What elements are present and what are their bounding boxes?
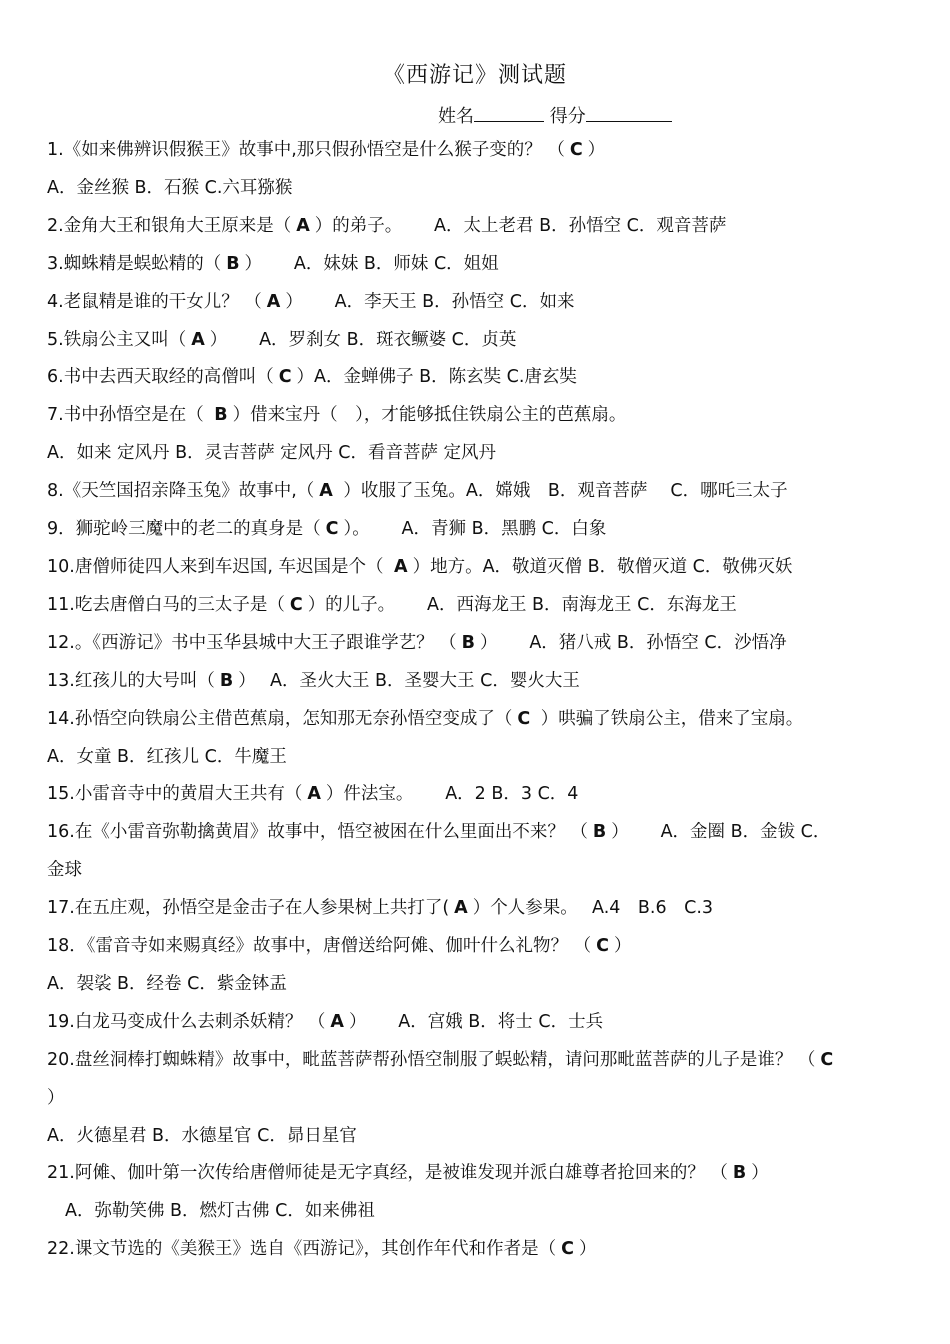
question-line-q1 <box>47 132 917 170</box>
question-text: 21.阿傩、伽叶第一次传给唐僧师徒是无字真经，是被谁发现并派白雄尊者抢回来的？ （ <box>47 1163 728 1184</box>
question-line-q16 <box>47 814 917 852</box>
name-label: 姓名 <box>438 106 474 127</box>
question-line-q19 <box>47 1004 917 1042</box>
question-line-q14-options <box>47 739 917 777</box>
question-text-tail: ） <box>587 140 606 160</box>
question-text-tail: ） A．罗刹女 B．斑衣鳜婆 C．贞英 <box>209 329 517 350</box>
question-line-q3 <box>47 246 917 284</box>
answer-letter: A <box>319 481 333 502</box>
question-line-q8 <box>47 473 917 511</box>
question-text: 10.唐僧师徒四人来到车迟国, 车迟国是个（ <box>47 556 390 577</box>
answer-letter: C <box>517 708 531 729</box>
answer-letter: A <box>296 215 310 236</box>
question-text-tail: ）的儿子。 A．西海龙王 B．南海龙王 C．东海龙王 <box>307 594 737 615</box>
answer-letter: C <box>289 594 303 615</box>
answer-letter: A <box>191 329 205 350</box>
page-title: 《西游记》测试题 <box>382 63 567 88</box>
question-line-q21 <box>47 1155 917 1193</box>
question-text: 1.《如来佛辨识假猴王》故事中,那只假孙悟空是什么猴子变的？ （ <box>47 140 565 160</box>
question-line-q18 <box>47 928 917 966</box>
question-text-tail: ）借来宝丹（ ），才能够抵住铁扇公主的芭蕉扇。 <box>232 405 627 426</box>
question-line-q1-options <box>47 170 917 208</box>
question-list <box>47 132 917 1269</box>
question-line-q2 <box>47 208 917 246</box>
question-text: 18．《雷音寺如来赐真经》故事中，唐僧送给阿傩、伽叶什么礼物？ （ <box>47 936 592 957</box>
question-text: 2.金角大王和银角大王原来是（ <box>47 215 292 236</box>
line-text: A．袈裟 B．经卷 C．紫金钵盂 <box>47 973 287 994</box>
question-text: 22.课文节选的《美猴王》选自《西游记》，其创作年代和作者是（ <box>47 1239 557 1260</box>
question-text-tail: ）哄骗了铁扇公主，借来了宝扇。 <box>535 708 804 729</box>
score-blank-field[interactable] <box>586 103 672 122</box>
question-text-tail: ） A．宫娥 B．将士 C．士兵 <box>348 1011 604 1032</box>
question-text-tail: ） A．金圈 B．金钹 C． <box>611 822 831 843</box>
question-text: 7.书中孙悟空是在（ <box>47 405 210 426</box>
question-line-q20 <box>47 1042 917 1080</box>
question-text-tail: ）件法宝。 A．2 B．3 C．4 <box>325 784 579 805</box>
question-line-q11 <box>47 587 917 625</box>
line-text: A．女童 B．红孩儿 C．牛魔王 <box>47 746 287 767</box>
question-text: 4.老鼠精是谁的干女儿？ （ <box>47 291 262 312</box>
question-text-tail: ） <box>751 1163 769 1184</box>
question-text-tail: ） <box>613 936 632 957</box>
question-line-q13 <box>47 663 917 701</box>
question-line-q12 <box>47 625 917 663</box>
answer-letter: C <box>325 519 339 540</box>
question-line-q16-cont <box>47 852 917 890</box>
question-text-tail: ）的弟子。 A．太上老君 B．孙悟空 C．观音菩萨 <box>314 215 727 236</box>
question-text-tail: ）收服了玉兔。A．嫦娥 B．观音菩萨 C．哪吒三太子 <box>337 481 788 502</box>
question-text-tail: ） A．圣火大王 B．圣婴大王 C．婴火大王 <box>238 670 580 691</box>
question-text: 9．狮驼岭三魔中的老二的真身是（ <box>47 519 321 540</box>
question-line-q17 <box>47 890 917 928</box>
question-line-q20-cont <box>47 1080 917 1118</box>
question-text: 12.。《西游记》书中玉华县城中大王子跟谁学艺？ （ <box>47 632 457 653</box>
question-text: 8.《天竺国招亲降玉兔》故事中,（ <box>47 481 315 502</box>
question-text: 13.红孩儿的大号叫（ <box>47 670 215 691</box>
line-text: A．弥勒笑佛 B．燃灯古佛 C．如来佛祖 <box>65 1201 375 1222</box>
line-text: 金球 <box>47 860 82 881</box>
question-text-tail: ） A．猪八戒 B．孙悟空 C．沙悟净 <box>480 632 787 653</box>
question-line-q21-options <box>47 1193 917 1231</box>
question-text: 17.在五庄观，孙悟空是金击子在人参果树上共打了( <box>47 898 450 919</box>
answer-letter: B <box>592 822 607 843</box>
question-text: 16.在《小雷音弥勒擒黄眉》故事中，悟空被困在什么里面出不来？ （ <box>47 822 588 843</box>
question-line-q18-options <box>47 966 917 1004</box>
answer-letter: A <box>307 784 321 805</box>
question-text: 6.书中去西天取经的高僧叫（ <box>47 367 274 388</box>
answer-letter: B <box>732 1163 747 1184</box>
answer-letter: C <box>820 1049 834 1070</box>
line-text: A．金丝猴 B．石猴 C.六耳猕猴 <box>47 177 293 198</box>
answer-letter: C <box>569 140 583 160</box>
question-text-tail: ） A．妹妹 B．师妹 C．姐姐 <box>244 253 499 274</box>
answer-letter: B <box>461 632 475 653</box>
question-text-tail: ）地方。A．敬道灭僧 B．敬僧灭道 C．敬佛灭妖 <box>412 556 793 577</box>
question-text: 5.铁扇公主又叫（ <box>47 329 187 350</box>
question-line-q4 <box>47 284 917 322</box>
name-score-line <box>438 102 672 128</box>
answer-letter: C <box>278 367 292 388</box>
question-text-tail: ）个人参果。 A.4 B.6 C.3 <box>472 898 714 919</box>
question-line-q22 <box>47 1231 917 1269</box>
question-text-tail: ）A．金蝉佛子 B．陈玄奘 C.唐玄奘 <box>296 367 577 388</box>
question-line-q7-options <box>47 435 917 473</box>
name-blank-field[interactable] <box>474 103 544 122</box>
question-text: 11.吃去唐僧白马的三太子是（ <box>47 594 285 615</box>
answer-letter: B <box>214 405 228 426</box>
question-text-tail: ） A．李天王 B．孙悟空 C．如来 <box>285 291 575 312</box>
answer-letter: A <box>266 291 281 312</box>
answer-letter: A <box>454 898 468 919</box>
question-text: 20.盘丝洞棒打蜘蛛精》故事中，毗蓝菩萨帮孙悟空制服了蜈蚣精，请问那毗蓝菩萨的儿子是谁？ （ <box>47 1049 816 1070</box>
question-line-q6 <box>47 359 917 397</box>
question-text: 14.孙悟空向铁扇公主借芭蕉扇，怎知那无奈孙悟空变成了（ <box>47 708 513 729</box>
question-line-q14 <box>47 701 917 739</box>
question-line-q15 <box>47 776 917 814</box>
question-text-tail: ） <box>578 1239 597 1260</box>
question-line-q20-options <box>47 1118 917 1156</box>
answer-letter: B <box>226 253 240 274</box>
line-text: ） <box>47 1087 65 1108</box>
question-text: 15.小雷音寺中的黄眉大王共有（ <box>47 784 303 805</box>
question-line-q9 <box>47 511 917 549</box>
question-text: 19.白龙马变成什么去刺杀妖精？ （ <box>47 1011 326 1032</box>
question-line-q5 <box>47 322 917 360</box>
line-text: A．火德星君 B．水德星官 C．昴日星官 <box>47 1125 357 1146</box>
question-line-q7 <box>47 397 917 435</box>
answer-letter: C <box>561 1239 574 1260</box>
question-text-tail: ）。 A．青狮 B．黑鹏 C．白象 <box>343 519 607 540</box>
answer-letter: A <box>330 1011 344 1032</box>
answer-letter: A <box>394 556 408 577</box>
question-line-q10 <box>47 549 917 587</box>
question-text: 3.蜘蛛精是蜈蚣精的（ <box>47 253 222 274</box>
answer-letter: C <box>596 936 609 957</box>
answer-letter: B <box>219 670 234 691</box>
line-text: A．如来 定风丹 B．灵吉菩萨 定风丹 C．看音菩萨 定风丹 <box>47 443 497 464</box>
score-label: 得分 <box>549 106 586 127</box>
